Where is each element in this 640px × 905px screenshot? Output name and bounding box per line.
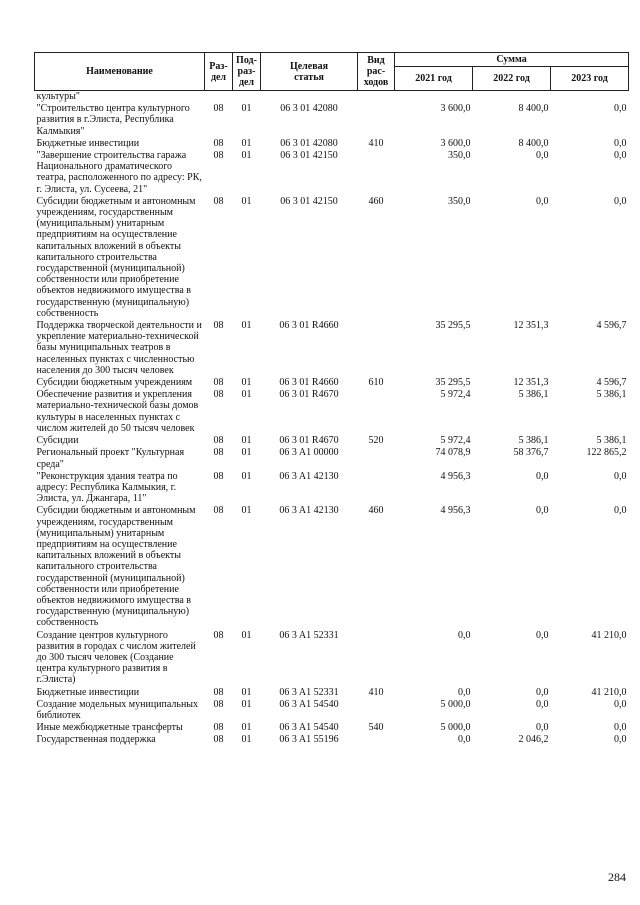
row-statya: 06 3 A1 55196 [279, 734, 339, 746]
row-sum-2021: 4 956,3 [440, 470, 471, 482]
table-row [35, 630, 629, 687]
table-row [35, 699, 629, 722]
row-sum-2021: 0,0 [458, 734, 471, 746]
header-year-2022: 2022 год [473, 67, 551, 91]
page-number: 284 [608, 870, 626, 884]
row-sum-2023: 0,0 [614, 734, 627, 746]
row-sum-2021 [395, 91, 473, 104]
row-vid [358, 447, 395, 470]
row-name: Региональный проект "Культурная среда" [36, 447, 185, 470]
header-name: Наименование [35, 53, 205, 91]
row-sum-2023: 4 596,7 [596, 377, 627, 389]
row-statya: 06 3 01 42080 [280, 103, 338, 115]
row-statya: 06 3 01 42150 [280, 195, 338, 207]
row-sum-2021: 5 972,4 [440, 389, 471, 401]
row-vid: 460 [368, 195, 384, 207]
row-vid [358, 150, 395, 196]
row-vid: 520 [368, 435, 384, 447]
row-podrazdel: 01 [241, 389, 252, 401]
row-statya: 06 3 01 R4660 [279, 377, 339, 389]
row-sum-2021: 350,0 [448, 195, 471, 207]
table-row [35, 687, 629, 699]
row-podrazdel: 01 [241, 377, 252, 389]
row-sum-2021: 350,0 [448, 150, 471, 162]
row-podrazdel: 01 [241, 698, 252, 710]
row-razdel: 08 [213, 377, 224, 389]
row-name: Иные межбюджетные трансферты [36, 722, 183, 734]
row-vid [358, 630, 395, 687]
row-sum-2022: 0,0 [536, 195, 549, 207]
header-vid: Вид рас- ходов [358, 53, 395, 91]
row-sum-2023: 0,0 [614, 470, 627, 482]
table-row [35, 138, 629, 150]
row-podrazdel: 01 [241, 137, 252, 149]
row-sum-2023: 4 596,7 [596, 320, 627, 332]
table-row [35, 150, 629, 196]
header-sum: Сумма [395, 53, 629, 67]
row-sum-2023: 122 865,2 [586, 447, 627, 459]
table-row [35, 471, 629, 506]
row-name: "Строительство центра культурного развития в г.Элиста, Республика Калмыкия" [36, 103, 190, 137]
row-name: Создание центров культурного развития в городах с числом жителей до 300 тысяч человек (Создание центра культурного развития в г.Элиста) [36, 629, 196, 686]
row-razdel: 08 [213, 698, 224, 710]
table-row [35, 320, 629, 377]
row-vid [358, 471, 395, 506]
row-name: "Завершение строительства гаража Национального драматического театра, расположенного по адресу: РК, г. Элиста, ул. Сусеева, 21" [36, 150, 202, 195]
row-sum-2022: 0,0 [536, 722, 549, 734]
row-sum-2023: 0,0 [614, 722, 627, 734]
row-sum-2023: 0,0 [614, 103, 627, 115]
row-statya: 06 3 A1 42130 [279, 505, 339, 517]
row-razdel [205, 91, 233, 104]
row-statya: 06 3 01 42150 [280, 150, 338, 162]
row-razdel: 08 [213, 734, 224, 746]
row-podrazdel: 01 [241, 150, 252, 162]
table-row [35, 103, 629, 138]
row-podrazdel: 01 [241, 629, 252, 641]
row-razdel: 08 [213, 195, 224, 207]
row-podrazdel: 01 [241, 195, 252, 207]
header-podrazdel: Под- раз- дел [233, 53, 261, 91]
row-sum-2023 [551, 91, 629, 104]
row-podrazdel: 01 [241, 722, 252, 734]
row-razdel: 08 [213, 320, 224, 332]
row-sum-2022: 0,0 [536, 150, 549, 162]
table-row [35, 435, 629, 447]
row-vid: 410 [368, 686, 384, 698]
row-sum-2023: 0,0 [614, 698, 627, 710]
row-statya: 06 3 A1 00000 [279, 447, 339, 459]
row-name: Создание модельных муниципальных библиотек [36, 698, 199, 721]
row-statya: 06 3 01 R4670 [279, 389, 339, 401]
row-razdel: 08 [213, 137, 224, 149]
table-row [35, 447, 629, 470]
row-sum-2021: 4 956,3 [440, 505, 471, 517]
table-row [35, 505, 629, 629]
row-name: Обеспечение развития и укрепления материально-технической базы домов культуры в населенных пунктах с числом жителей до 50 тысяч человек [36, 389, 199, 434]
row-name: Бюджетные инвестиции [36, 137, 140, 149]
header-razdel: Раз- дел [205, 53, 233, 91]
row-podrazdel: 01 [241, 505, 252, 517]
table-row [35, 91, 629, 104]
row-sum-2022: 0,0 [536, 629, 549, 641]
row-sum-2023: 5 386,1 [596, 389, 627, 401]
row-sum-2022: 58 376,7 [513, 447, 549, 459]
row-statya: 06 3 A1 54540 [279, 698, 339, 710]
row-sum-2021: 0,0 [458, 686, 471, 698]
header-year-2021: 2021 год [395, 67, 473, 91]
row-sum-2021: 0,0 [458, 629, 471, 641]
row-sum-2021: 3 600,0 [440, 137, 471, 149]
row-statya: 06 3 A1 52331 [279, 686, 339, 698]
row-vid [358, 734, 395, 746]
table-row [35, 377, 629, 389]
row-name: Бюджетные инвестиции [36, 686, 140, 698]
row-statya: 06 3 01 42080 [280, 137, 338, 149]
row-razdel: 08 [213, 389, 224, 401]
row-name: "Реконструкция здания театра по адресу: Республика Калмыкия, г. Элиста, ул. Джангара, 11" [36, 470, 178, 505]
row-podrazdel: 01 [241, 470, 252, 482]
row-razdel: 08 [213, 103, 224, 115]
row-sum-2022 [473, 91, 551, 104]
row-podrazdel [233, 91, 261, 104]
row-sum-2022: 0,0 [536, 686, 549, 698]
row-sum-2021: 5 000,0 [440, 698, 471, 710]
row-razdel: 08 [213, 435, 224, 447]
row-podrazdel: 01 [241, 447, 252, 459]
row-sum-2023: 41 210,0 [591, 686, 627, 698]
header-statya: Целевая статья [261, 53, 358, 91]
row-razdel: 08 [213, 686, 224, 698]
row-sum-2022: 2 046,2 [518, 734, 549, 746]
row-vid [358, 91, 395, 104]
row-vid: 540 [368, 722, 384, 734]
row-name: Субсидии [36, 435, 79, 447]
budget-table [34, 52, 629, 747]
table-row [35, 722, 629, 734]
row-sum-2022: 12 351,3 [513, 377, 549, 389]
row-statya: 06 3 01 R4670 [279, 435, 339, 447]
row-podrazdel: 01 [241, 103, 252, 115]
row-vid [358, 103, 395, 138]
row-name: Субсидии бюджетным и автономным учреждениям, государственным (муниципальным) унитарным предприятиям на осуществление капитальных вложений в объекты капитального строительства государственной (муниципальной) собственности или приобретение объектов недвижимого имущества в государственную (муниципальную) собственность [36, 505, 196, 629]
row-sum-2021: 35 295,5 [435, 377, 471, 389]
row-vid: 610 [368, 377, 384, 389]
row-sum-2022: 0,0 [536, 698, 549, 710]
row-sum-2023: 5 386,1 [596, 435, 627, 447]
table-body [35, 91, 629, 747]
row-sum-2022: 8 400,0 [518, 137, 549, 149]
table-row [35, 389, 629, 435]
row-name: Субсидии бюджетным и автономным учреждениям, государственным (муниципальным) унитарным предприятиям на осуществление капитальных вложений в объекты капитального строительства государственной (муниципальной) собственности или приобретение объектов недвижимого имущества в государственную (муниципальную) собственность [36, 195, 196, 319]
row-razdel: 08 [213, 447, 224, 459]
row-podrazdel: 01 [241, 320, 252, 332]
row-sum-2022: 0,0 [536, 505, 549, 517]
row-name: Субсидии бюджетным учреждениям [36, 377, 193, 389]
row-sum-2021: 35 295,5 [435, 320, 471, 332]
row-vid [358, 389, 395, 435]
row-sum-2023: 0,0 [614, 137, 627, 149]
header-year-2023: 2023 год [551, 67, 629, 91]
row-sum-2022: 5 386,1 [518, 389, 549, 401]
row-sum-2022: 0,0 [536, 470, 549, 482]
row-vid: 410 [368, 137, 384, 149]
row-statya: 06 3 A1 54540 [279, 722, 339, 734]
row-podrazdel: 01 [241, 734, 252, 746]
row-sum-2021: 74 078,9 [435, 447, 471, 459]
row-razdel: 08 [213, 629, 224, 641]
row-sum-2021: 3 600,0 [440, 103, 471, 115]
row-name: культуры" [36, 91, 80, 102]
row-vid [358, 699, 395, 722]
row-podrazdel: 01 [241, 686, 252, 698]
row-statya: 06 3 A1 52331 [279, 629, 339, 641]
table-header [35, 53, 629, 91]
row-sum-2022: 12 351,3 [513, 320, 549, 332]
row-razdel: 08 [213, 470, 224, 482]
row-sum-2021: 5 000,0 [440, 722, 471, 734]
table-row [35, 196, 629, 320]
row-razdel: 08 [213, 505, 224, 517]
row-name: Поддержка творческой деятельности и укрепление материально-технической базы муниципальных театров в населенных пунктах с численностью населения до 300 тысяч человек [36, 320, 202, 376]
row-sum-2023: 0,0 [614, 150, 627, 162]
row-vid [358, 320, 395, 377]
row-name: Государственная поддержка [36, 734, 156, 746]
row-podrazdel: 01 [241, 435, 252, 447]
row-razdel: 08 [213, 150, 224, 162]
row-sum-2022: 8 400,0 [518, 103, 549, 115]
row-sum-2023: 0,0 [614, 505, 627, 517]
table-row [35, 734, 629, 746]
row-vid: 460 [368, 505, 384, 517]
row-sum-2022: 5 386,1 [518, 435, 549, 447]
row-razdel: 08 [213, 722, 224, 734]
row-statya: 06 3 01 R4660 [279, 320, 339, 332]
row-statya [261, 91, 358, 104]
row-sum-2023: 41 210,0 [591, 629, 627, 641]
row-sum-2021: 5 972,4 [440, 435, 471, 447]
row-sum-2023: 0,0 [614, 195, 627, 207]
row-statya: 06 3 A1 42130 [279, 470, 339, 482]
